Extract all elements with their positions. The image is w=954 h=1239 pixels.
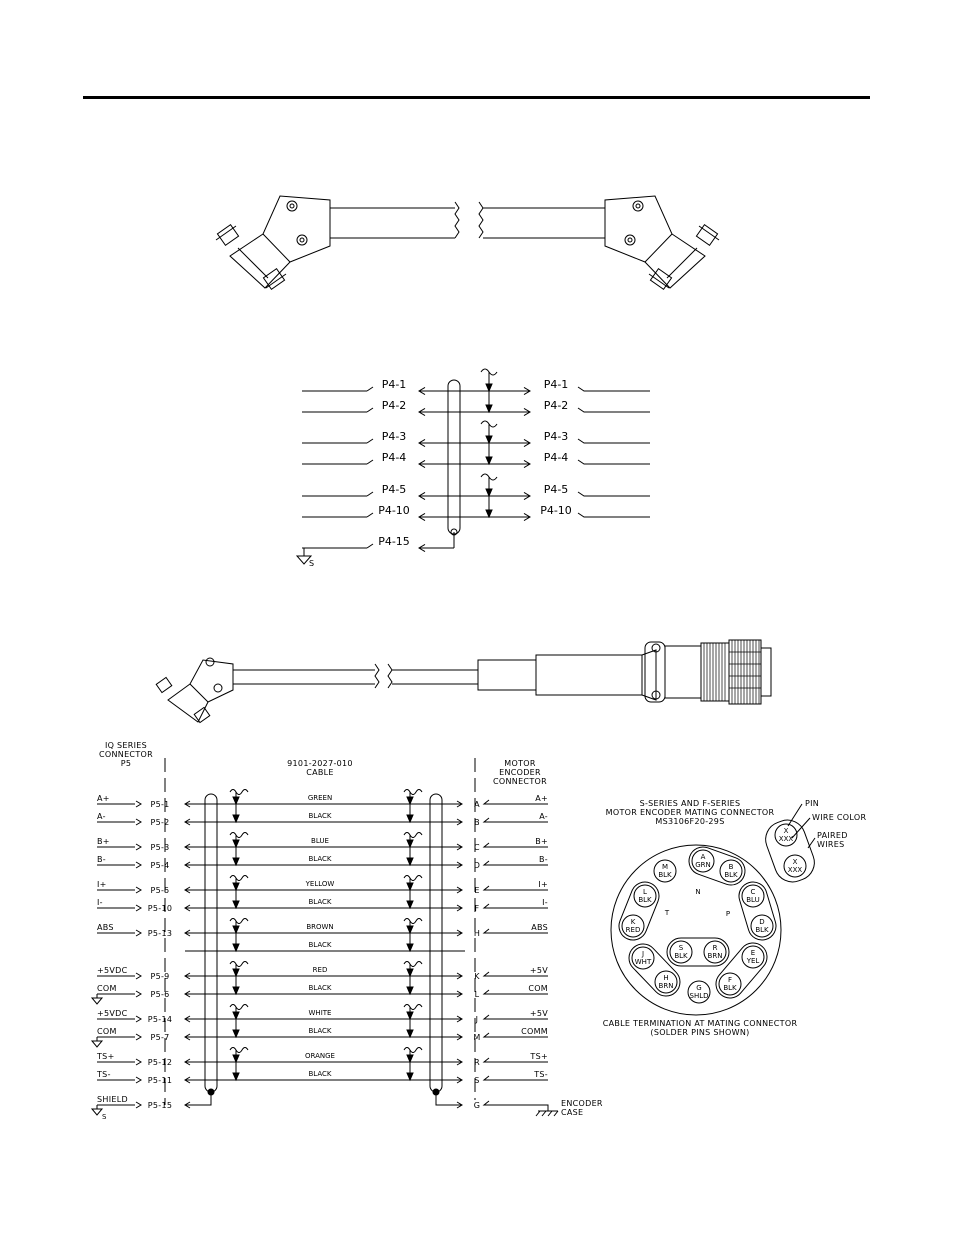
cable-illustration-ms — [156, 640, 771, 723]
p5-pin-label: P5-12 — [147, 1058, 173, 1067]
wire-color-label: BLACK — [308, 855, 332, 863]
motor-signal-label: +5V — [529, 966, 548, 975]
arrow-down — [407, 969, 413, 976]
shield-label: SHIELD — [97, 1095, 128, 1104]
motor-pin-label: B — [474, 818, 480, 827]
pin-wire-color: BLK — [658, 871, 672, 879]
pin-letter: R — [712, 944, 718, 952]
case-label: CASE — [561, 1108, 584, 1117]
motor-signal-label: B+ — [535, 837, 548, 846]
p5-pin-label: P5-5 — [150, 886, 170, 895]
header-mid-line: 9101-2027-010 — [287, 759, 353, 768]
arrow-down — [407, 1073, 413, 1080]
right-pin-label: P4-10 — [540, 504, 572, 517]
wire-color-label: YELLOW — [305, 880, 335, 888]
arrow-down — [486, 457, 492, 464]
arrow-down — [486, 405, 492, 412]
arrow-right — [136, 801, 141, 807]
arrow-down — [233, 969, 239, 976]
header-left-line: IQ SERIES — [104, 741, 148, 750]
pin-letter: M — [661, 863, 669, 871]
pin-letter: L — [643, 888, 647, 896]
arrow-right — [136, 819, 141, 825]
motor-pin-label: H — [473, 929, 481, 938]
ground-label: S — [309, 559, 315, 568]
p5-pin-label: P5-11 — [147, 1076, 173, 1085]
arrow-right — [136, 905, 141, 911]
wire-tick — [367, 460, 373, 464]
arrow-down — [233, 1073, 239, 1080]
header-mid-line: CABLE — [306, 768, 334, 777]
title-line: S-SERIES AND F-SERIES — [639, 799, 741, 808]
wire-tick — [367, 492, 373, 496]
twist-symbol — [230, 833, 248, 838]
signal-label: I+ — [97, 880, 107, 889]
dsub-connector-small — [156, 658, 233, 723]
title-line: MS3106F20-29S — [655, 817, 725, 826]
motor-pin-label: G — [473, 1101, 481, 1110]
arrow-down — [486, 510, 492, 517]
arrow-down — [407, 1012, 413, 1019]
right-pin-label: P4-3 — [543, 430, 569, 443]
left-pin-label: P4-10 — [378, 504, 410, 517]
signal-label: TS- — [97, 1070, 111, 1079]
header-rule — [83, 96, 870, 99]
motor-pin-label: C — [474, 843, 480, 852]
p5-pin-label: P5-3 — [150, 843, 170, 852]
header-right-line: MOTOR — [504, 759, 536, 768]
wire-color-label: BROWN — [306, 923, 334, 931]
signal-label: ABS — [97, 923, 114, 932]
arrow-down — [233, 1055, 239, 1062]
pin-letter: D — [759, 918, 765, 926]
twist-symbol — [404, 833, 422, 838]
pin-wire-color: RED — [625, 926, 641, 934]
arrow-down — [233, 1012, 239, 1019]
pin-letter-unused: T — [664, 909, 670, 917]
wire-color-label: ORANGE — [305, 1052, 335, 1060]
motor-signal-label: +5V — [529, 1009, 548, 1018]
signal-label: B- — [97, 855, 106, 864]
pin-wire-color: YEL — [746, 957, 760, 965]
arrow-down — [233, 1030, 239, 1037]
header-left-line: P5 — [120, 759, 132, 768]
wire-out — [578, 492, 650, 496]
motor-signal-label: A+ — [535, 794, 548, 803]
motor-pin-label: S — [474, 1076, 480, 1085]
header-left-line: CONNECTOR — [99, 750, 153, 759]
motor-pin-label: F — [474, 904, 480, 913]
arrow-down — [407, 1055, 413, 1062]
arrow-right — [136, 1102, 141, 1108]
p5-pin-label: P5-2 — [150, 818, 170, 827]
motor-signal-label: TS- — [534, 1070, 548, 1079]
legend-pin-letter: X — [792, 858, 798, 866]
right-pin-label: P4-5 — [543, 483, 569, 496]
legend-pin-label: PIN — [805, 799, 820, 808]
legend-pin-letter: X — [783, 827, 789, 835]
motor-pin-label: E — [474, 886, 480, 895]
signal-label: A- — [97, 812, 106, 821]
pin-wire-color: BLK — [674, 952, 688, 960]
p5-pin-label: P5-4 — [150, 861, 170, 870]
header-right-line: CONNECTOR — [493, 777, 547, 786]
twist-symbol — [230, 919, 248, 924]
shield-tube-right — [430, 794, 442, 1092]
arrow-down — [407, 901, 413, 908]
right-pin-label: P4-4 — [543, 451, 569, 464]
signal-label: A+ — [97, 794, 110, 803]
arrow-right — [136, 844, 141, 850]
motor-pin-label: J — [475, 1015, 479, 1024]
p5-pin-label: P5-15 — [147, 1101, 173, 1110]
motor-signal-label: ABS — [531, 923, 548, 932]
cable-illustration-dsub — [216, 196, 719, 289]
arrow-down — [486, 384, 492, 391]
p5-pin-label: P5-1 — [150, 800, 170, 809]
signal-label: COM — [97, 984, 117, 993]
wire-out — [578, 460, 650, 464]
motor-pin-label: M — [473, 1033, 481, 1042]
motor-signal-label: B- — [539, 855, 548, 864]
pin-wire-color: BLK — [755, 926, 769, 934]
twist-symbol — [404, 919, 422, 924]
wire-tick — [367, 513, 373, 517]
twist-symbol — [404, 790, 422, 795]
arrow-down — [233, 883, 239, 890]
header-right-line: ENCODER — [499, 768, 541, 777]
signal-label: B+ — [97, 837, 110, 846]
signal-label: COM — [97, 1027, 117, 1036]
twist-symbol — [404, 876, 422, 881]
pin-wire-color: BLK — [723, 984, 737, 992]
dsub-connector-left — [216, 196, 330, 289]
wiring-diagram-p5 — [92, 741, 603, 1121]
signal-label: +5VDC — [97, 966, 128, 975]
arrow-right — [136, 1077, 141, 1083]
arrow-down — [407, 926, 413, 933]
arrow-right — [136, 1016, 141, 1022]
p5-pin-label: P5-13 — [147, 929, 173, 938]
wire-color-label: BLACK — [308, 898, 332, 906]
p5-pin-label: P5-6 — [150, 990, 170, 999]
p5-pin-label: P5-9 — [150, 972, 170, 981]
signal-label: TS+ — [97, 1052, 115, 1061]
right-pin-label: P4-1 — [543, 378, 569, 391]
p5-pin-label: P5-14 — [147, 1015, 173, 1024]
left-pin-label: P4-2 — [381, 399, 407, 412]
left-pin-label: P4-4 — [381, 451, 407, 464]
pin-wire-color: BRN — [658, 982, 674, 990]
arrow-down — [233, 926, 239, 933]
wire-tick — [367, 544, 373, 548]
motor-signal-label: COMM — [521, 1027, 548, 1036]
arrow-down — [233, 987, 239, 994]
twist-symbol — [404, 1005, 422, 1010]
wire-color-label: GREEN — [307, 794, 333, 802]
legend-pin-color: XXX — [787, 866, 803, 874]
wire-out — [578, 513, 650, 517]
wire-color-label: BLUE — [311, 837, 329, 845]
twist-symbol — [230, 876, 248, 881]
wire-color-label: BLACK — [308, 984, 332, 992]
wire-color-label: WHITE — [308, 1009, 332, 1017]
case-label: ENCODER — [561, 1099, 603, 1108]
title-line: MOTOR ENCODER MATING CONNECTOR — [605, 808, 775, 817]
arrow-down — [407, 815, 413, 822]
arrow-down — [407, 883, 413, 890]
caption-line: CABLE TERMINATION AT MATING CONNECTOR — [602, 1019, 798, 1028]
twist-symbol — [230, 790, 248, 795]
pin-letter: S — [678, 944, 684, 952]
arrow-right — [136, 1034, 141, 1040]
motor-pin-label: R — [474, 1058, 480, 1067]
arrow-right — [136, 1059, 141, 1065]
left-pin-label: P4-1 — [381, 378, 407, 391]
pin-letter: B — [728, 863, 734, 871]
pin-letter-unused: P — [725, 910, 731, 918]
arrow-down — [407, 797, 413, 804]
twist-symbol — [404, 1048, 422, 1053]
arrow-down — [486, 489, 492, 496]
p5-pin-label: P5-7 — [150, 1033, 170, 1042]
arrow-down — [486, 436, 492, 443]
motor-signal-label: I- — [542, 898, 548, 907]
case-wire — [484, 1101, 548, 1111]
legend-paired-label: WIRES — [817, 840, 845, 849]
wire-color-label: RED — [312, 966, 328, 974]
motor-pin-label: D — [473, 861, 481, 870]
legend-paired-label: PAIRED — [817, 831, 848, 840]
twist-symbol — [230, 1005, 248, 1010]
arrow-down — [233, 858, 239, 865]
pin-wire-color: BLK — [638, 896, 652, 904]
wire-tick — [367, 387, 373, 391]
arrow-down — [407, 944, 413, 951]
arrow-right — [136, 862, 141, 868]
pin-letter: E — [750, 949, 756, 957]
arrow-down — [407, 1030, 413, 1037]
leader-paired — [808, 838, 815, 848]
left-pin-label: P4-15 — [378, 535, 410, 548]
legend-color-label: WIRE COLOR — [812, 813, 867, 822]
pin-wire-color: BRN — [707, 952, 723, 960]
legend-pin-color: XXX — [778, 835, 794, 843]
motor-wire — [484, 904, 548, 908]
pin-letter: G — [696, 984, 702, 992]
signal-label: I- — [97, 898, 103, 907]
wire-color-label: BLACK — [308, 1027, 332, 1035]
wire-color-label: BLACK — [308, 1070, 332, 1078]
arrow-down — [233, 944, 239, 951]
wire-out — [578, 387, 650, 391]
motor-pin-label: L — [474, 990, 480, 999]
ground-icon — [92, 998, 102, 1004]
arrow-down — [233, 901, 239, 908]
wire-tick — [367, 408, 373, 412]
p5-pin-label: P5-10 — [147, 904, 173, 913]
ground-label: S — [102, 1113, 107, 1121]
arrow-down — [407, 858, 413, 865]
arrow-down — [407, 987, 413, 994]
pin-wire-color: WHT — [634, 958, 652, 966]
arrow-down — [407, 840, 413, 847]
twist-symbol — [230, 962, 248, 967]
arrow-right — [136, 991, 141, 997]
chassis-ground-icon — [536, 1111, 558, 1116]
pin-letter: H — [663, 974, 669, 982]
arrow-right — [136, 887, 141, 893]
signal-label: +5VDC — [97, 1009, 128, 1018]
dsub-connector-right — [605, 196, 719, 289]
shield-tube — [448, 380, 460, 534]
pin-wire-color: BLU — [746, 896, 760, 904]
left-pin-label: P4-3 — [381, 430, 407, 443]
motor-pin-label: K — [474, 972, 480, 981]
wire-color-label: BLACK — [308, 812, 332, 820]
ground-icon — [92, 1041, 102, 1047]
mating-connector-face — [603, 799, 867, 1037]
motor-signal-label: A- — [539, 812, 548, 821]
ground-icon — [92, 1109, 102, 1115]
leader-pin — [788, 804, 802, 826]
arrow-down — [233, 840, 239, 847]
wiring-diagram-p4 — [297, 369, 650, 568]
left-pin-label: P4-5 — [381, 483, 407, 496]
pin-letter: K — [630, 918, 636, 926]
wire-color-label: BLACK — [308, 941, 332, 949]
twist-symbol — [230, 1048, 248, 1053]
shield-tube-left — [205, 794, 217, 1092]
caption-line: (SOLDER PINS SHOWN) — [650, 1028, 750, 1037]
arrow-right — [136, 973, 141, 979]
motor-pin-label: A — [474, 800, 480, 809]
pin-letter: F — [727, 976, 733, 984]
wire-out — [578, 408, 650, 412]
pin-letter: A — [700, 853, 706, 861]
motor-signal-label: TS+ — [530, 1052, 548, 1061]
twist-symbol — [404, 962, 422, 967]
arrow-right — [136, 930, 141, 936]
pin-letter-unused: N — [695, 888, 701, 896]
arrow-down — [233, 797, 239, 804]
pin-letter: J — [641, 950, 645, 958]
wire-out — [578, 439, 650, 443]
wire-tick — [367, 439, 373, 443]
arrow-down — [233, 815, 239, 822]
motor-signal-label: COM — [528, 984, 548, 993]
pin-wire-color: SHLD — [689, 992, 709, 1000]
right-pin-label: P4-2 — [543, 399, 569, 412]
motor-signal-label: I+ — [538, 880, 548, 889]
pin-wire-color: GRN — [695, 861, 711, 869]
pin-wire-color: BLK — [724, 871, 738, 879]
pin-letter: C — [750, 888, 756, 896]
